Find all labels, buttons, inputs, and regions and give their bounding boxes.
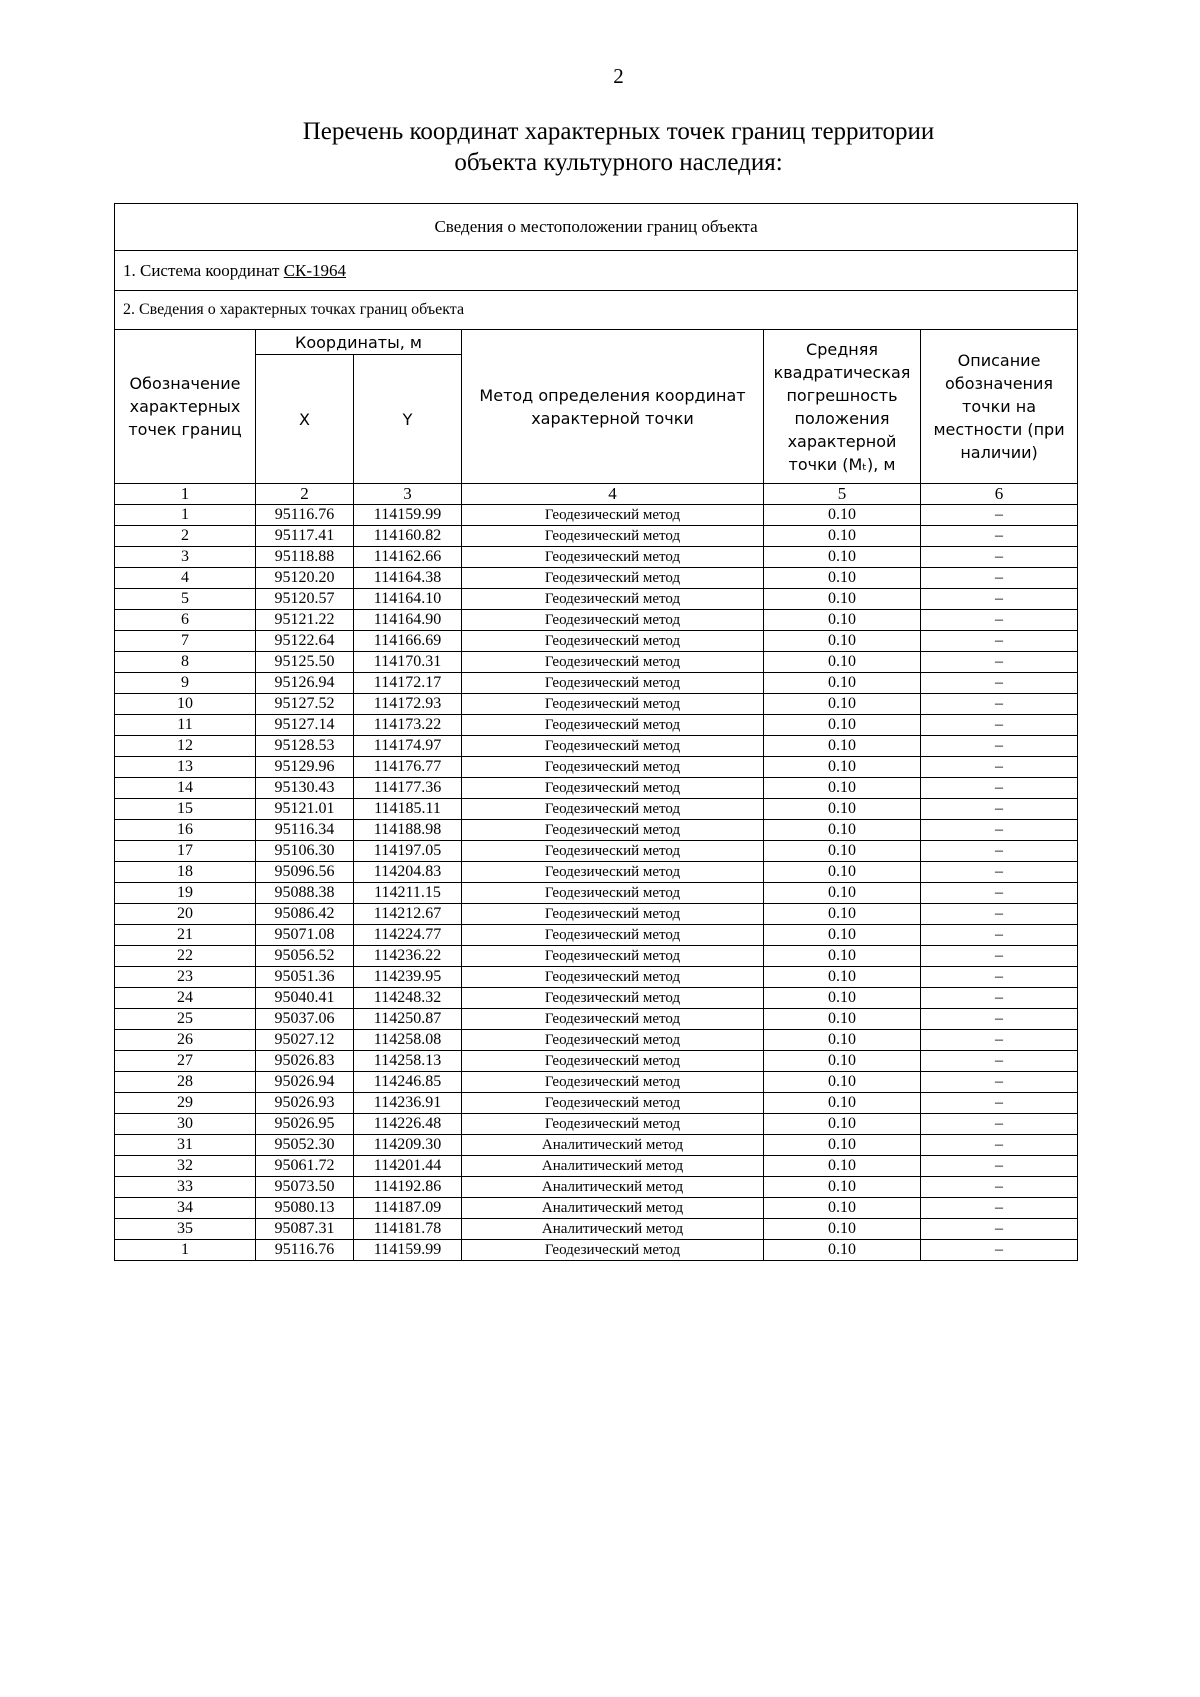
y-coordinate-cell: 114224.77 <box>354 925 462 946</box>
x-coordinate-cell: 95026.95 <box>256 1114 354 1135</box>
header-x: X <box>256 355 354 484</box>
error-cell: 0.10 <box>764 1135 921 1156</box>
point-number-cell: 5 <box>115 589 256 610</box>
x-coordinate-cell: 95080.13 <box>256 1198 354 1219</box>
error-cell: 0.10 <box>764 1219 921 1240</box>
error-cell: 0.10 <box>764 568 921 589</box>
table-row <box>115 1072 1078 1093</box>
method-cell: Геодезический метод <box>462 1072 764 1093</box>
table-row <box>115 841 1078 862</box>
column-number: 4 <box>462 484 764 505</box>
y-coordinate-cell: 114172.17 <box>354 673 462 694</box>
point-number-cell: 2 <box>115 526 256 547</box>
description-cell: – <box>921 1093 1078 1114</box>
table-row <box>115 820 1078 841</box>
x-coordinate-cell: 95026.94 <box>256 1072 354 1093</box>
method-cell: Аналитический метод <box>462 1177 764 1198</box>
header-row-1 <box>115 330 1078 355</box>
error-cell: 0.10 <box>764 715 921 736</box>
x-coordinate-cell: 95086.42 <box>256 904 354 925</box>
point-number-cell: 20 <box>115 904 256 925</box>
y-coordinate-cell: 114159.99 <box>354 1240 462 1261</box>
method-cell: Геодезический метод <box>462 736 764 757</box>
point-number-cell: 31 <box>115 1135 256 1156</box>
error-cell: 0.10 <box>764 820 921 841</box>
x-coordinate-cell: 95129.96 <box>256 757 354 778</box>
point-number-cell: 21 <box>115 925 256 946</box>
x-coordinate-cell: 95026.83 <box>256 1051 354 1072</box>
coord-system-row <box>115 251 1078 291</box>
point-number-cell: 7 <box>115 631 256 652</box>
y-coordinate-cell: 114188.98 <box>354 820 462 841</box>
method-cell: Геодезический метод <box>462 799 764 820</box>
point-number-cell: 6 <box>115 610 256 631</box>
description-cell: – <box>921 988 1078 1009</box>
description-cell: – <box>921 799 1078 820</box>
x-coordinate-cell: 95061.72 <box>256 1156 354 1177</box>
error-cell: 0.10 <box>764 652 921 673</box>
point-number-cell: 30 <box>115 1114 256 1135</box>
point-number-cell: 29 <box>115 1093 256 1114</box>
y-coordinate-cell: 114164.10 <box>354 589 462 610</box>
method-cell: Геодезический метод <box>462 988 764 1009</box>
x-coordinate-cell: 95121.22 <box>256 610 354 631</box>
y-coordinate-cell: 114164.90 <box>354 610 462 631</box>
table-row <box>115 715 1078 736</box>
table-row <box>115 988 1078 1009</box>
error-cell: 0.10 <box>764 1030 921 1051</box>
error-cell: 0.10 <box>764 1072 921 1093</box>
description-cell: – <box>921 841 1078 862</box>
y-coordinate-cell: 114201.44 <box>354 1156 462 1177</box>
x-coordinate-cell: 95027.12 <box>256 1030 354 1051</box>
method-cell: Геодезический метод <box>462 631 764 652</box>
description-cell: – <box>921 1219 1078 1240</box>
table-row <box>115 1240 1078 1261</box>
description-cell: – <box>921 1240 1078 1261</box>
point-number-cell: 34 <box>115 1198 256 1219</box>
point-number-cell: 18 <box>115 862 256 883</box>
method-cell: Аналитический метод <box>462 1135 764 1156</box>
error-cell: 0.10 <box>764 526 921 547</box>
x-coordinate-cell: 95116.34 <box>256 820 354 841</box>
description-cell: – <box>921 673 1078 694</box>
x-coordinate-cell: 95117.41 <box>256 526 354 547</box>
point-number-cell: 1 <box>115 505 256 526</box>
description-cell: – <box>921 1177 1078 1198</box>
x-coordinate-cell: 95096.56 <box>256 862 354 883</box>
description-cell: – <box>921 1030 1078 1051</box>
x-coordinate-cell: 95128.53 <box>256 736 354 757</box>
table-row <box>115 1030 1078 1051</box>
header-error: Средняя квадратическая погрешность положения характерной точки (Mₜ), м <box>764 330 921 484</box>
method-cell: Геодезический метод <box>462 883 764 904</box>
x-coordinate-cell: 95088.38 <box>256 883 354 904</box>
method-cell: Геодезический метод <box>462 547 764 568</box>
error-cell: 0.10 <box>764 505 921 526</box>
error-cell: 0.10 <box>764 946 921 967</box>
point-number-cell: 19 <box>115 883 256 904</box>
x-coordinate-cell: 95106.30 <box>256 841 354 862</box>
error-cell: 0.10 <box>764 1177 921 1198</box>
description-cell: – <box>921 526 1078 547</box>
method-cell: Геодезический метод <box>462 568 764 589</box>
y-coordinate-cell: 114164.38 <box>354 568 462 589</box>
description-cell: – <box>921 547 1078 568</box>
table-row <box>115 1051 1078 1072</box>
method-cell: Геодезический метод <box>462 925 764 946</box>
method-cell: Геодезический метод <box>462 673 764 694</box>
description-cell: – <box>921 946 1078 967</box>
y-coordinate-cell: 114236.91 <box>354 1093 462 1114</box>
table-row <box>115 1114 1078 1135</box>
column-number: 5 <box>764 484 921 505</box>
title-line-1: Перечень координат характерных точек границ территории <box>302 118 935 145</box>
x-coordinate-cell: 95118.88 <box>256 547 354 568</box>
y-coordinate-cell: 114187.09 <box>354 1198 462 1219</box>
method-cell: Аналитический метод <box>462 1219 764 1240</box>
y-coordinate-cell: 114212.67 <box>354 904 462 925</box>
table-row <box>115 757 1078 778</box>
method-cell: Геодезический метод <box>462 1030 764 1051</box>
y-coordinate-cell: 114181.78 <box>354 1219 462 1240</box>
description-cell: – <box>921 589 1078 610</box>
y-coordinate-cell: 114204.83 <box>354 862 462 883</box>
x-coordinate-cell: 95127.14 <box>256 715 354 736</box>
x-coordinate-cell: 95073.50 <box>256 1177 354 1198</box>
description-cell: – <box>921 652 1078 673</box>
table-row <box>115 505 1078 526</box>
x-coordinate-cell: 95116.76 <box>256 1240 354 1261</box>
error-cell: 0.10 <box>764 778 921 799</box>
method-cell: Аналитический метод <box>462 1156 764 1177</box>
y-coordinate-cell: 114176.77 <box>354 757 462 778</box>
x-coordinate-cell: 95127.52 <box>256 694 354 715</box>
error-cell: 0.10 <box>764 967 921 988</box>
method-cell: Аналитический метод <box>462 1198 764 1219</box>
table-row <box>115 862 1078 883</box>
method-cell: Геодезический метод <box>462 967 764 988</box>
x-coordinate-cell: 95120.20 <box>256 568 354 589</box>
method-cell: Геодезический метод <box>462 778 764 799</box>
x-coordinate-cell: 95037.06 <box>256 1009 354 1030</box>
description-cell: – <box>921 862 1078 883</box>
description-cell: – <box>921 925 1078 946</box>
error-cell: 0.10 <box>764 1093 921 1114</box>
header-description: Описание обозначения точки на местности (при наличии) <box>921 330 1078 484</box>
section-title: Сведения о местоположении границ объекта <box>115 204 1078 251</box>
description-cell: – <box>921 1072 1078 1093</box>
column-number: 6 <box>921 484 1078 505</box>
header-coords: Координаты, м <box>256 330 462 355</box>
y-coordinate-cell: 114172.93 <box>354 694 462 715</box>
table-row <box>115 1093 1078 1114</box>
error-cell: 0.10 <box>764 631 921 652</box>
point-number-cell: 10 <box>115 694 256 715</box>
point-number-cell: 23 <box>115 967 256 988</box>
description-cell: – <box>921 694 1078 715</box>
y-coordinate-cell: 114174.97 <box>354 736 462 757</box>
point-number-cell: 15 <box>115 799 256 820</box>
y-coordinate-cell: 114258.08 <box>354 1030 462 1051</box>
method-cell: Геодезический метод <box>462 904 764 925</box>
x-coordinate-cell: 95120.57 <box>256 589 354 610</box>
page-number: 2 <box>613 64 624 88</box>
x-coordinate-cell: 95087.31 <box>256 1219 354 1240</box>
table-row <box>115 904 1078 925</box>
error-cell: 0.10 <box>764 883 921 904</box>
y-coordinate-cell: 114258.13 <box>354 1051 462 1072</box>
table-row <box>115 652 1078 673</box>
y-coordinate-cell: 114185.11 <box>354 799 462 820</box>
method-cell: Геодезический метод <box>462 715 764 736</box>
description-cell: – <box>921 1051 1078 1072</box>
table-row <box>115 589 1078 610</box>
points-section-title: 2. Сведения о характерных точках границ объекта <box>115 291 1078 330</box>
x-coordinate-cell: 95026.93 <box>256 1093 354 1114</box>
description-cell: – <box>921 778 1078 799</box>
error-cell: 0.10 <box>764 988 921 1009</box>
y-coordinate-cell: 114211.15 <box>354 883 462 904</box>
description-cell: – <box>921 736 1078 757</box>
x-coordinate-cell: 95056.52 <box>256 946 354 967</box>
point-number-cell: 17 <box>115 841 256 862</box>
coord-system-name: СК-1964 <box>283 260 347 280</box>
method-cell: Геодезический метод <box>462 694 764 715</box>
coord-system <box>115 251 1078 291</box>
description-cell: – <box>921 904 1078 925</box>
table-row <box>115 673 1078 694</box>
table-row <box>115 1135 1078 1156</box>
y-coordinate-cell: 114209.30 <box>354 1135 462 1156</box>
point-number-cell: 25 <box>115 1009 256 1030</box>
point-number-cell: 4 <box>115 568 256 589</box>
y-coordinate-cell: 114192.86 <box>354 1177 462 1198</box>
y-coordinate-cell: 114166.69 <box>354 631 462 652</box>
x-coordinate-cell: 95126.94 <box>256 673 354 694</box>
method-cell: Геодезический метод <box>462 526 764 547</box>
table-row <box>115 1219 1078 1240</box>
y-coordinate-cell: 114170.31 <box>354 652 462 673</box>
description-cell: – <box>921 820 1078 841</box>
y-coordinate-cell: 114226.48 <box>354 1114 462 1135</box>
point-number-cell: 33 <box>115 1177 256 1198</box>
table-row <box>115 967 1078 988</box>
method-cell: Геодезический метод <box>462 589 764 610</box>
table-row <box>115 925 1078 946</box>
error-cell: 0.10 <box>764 1009 921 1030</box>
point-number-cell: 27 <box>115 1051 256 1072</box>
y-coordinate-cell: 114173.22 <box>354 715 462 736</box>
y-coordinate-cell: 114239.95 <box>354 967 462 988</box>
description-cell: – <box>921 883 1078 904</box>
method-cell: Геодезический метод <box>462 841 764 862</box>
point-number-cell: 28 <box>115 1072 256 1093</box>
point-number-cell: 22 <box>115 946 256 967</box>
description-cell: – <box>921 1198 1078 1219</box>
table-row <box>115 526 1078 547</box>
x-coordinate-cell: 95125.50 <box>256 652 354 673</box>
description-cell: – <box>921 1114 1078 1135</box>
y-coordinate-cell: 114248.32 <box>354 988 462 1009</box>
table-row <box>115 883 1078 904</box>
error-cell: 0.10 <box>764 694 921 715</box>
x-coordinate-cell: 95116.76 <box>256 505 354 526</box>
description-cell: – <box>921 757 1078 778</box>
point-number-cell: 12 <box>115 736 256 757</box>
method-cell: Геодезический метод <box>462 820 764 841</box>
y-coordinate-cell: 114197.05 <box>354 841 462 862</box>
description-cell: – <box>921 610 1078 631</box>
y-coordinate-cell: 114160.82 <box>354 526 462 547</box>
table-row <box>115 547 1078 568</box>
point-number-cell: 8 <box>115 652 256 673</box>
point-number-cell: 35 <box>115 1219 256 1240</box>
column-numbers-row <box>115 484 1078 505</box>
table-row <box>115 778 1078 799</box>
description-cell: – <box>921 1135 1078 1156</box>
method-cell: Геодезический метод <box>462 505 764 526</box>
error-cell: 0.10 <box>764 1114 921 1135</box>
point-number-cell: 1 <box>115 1240 256 1261</box>
y-coordinate-cell: 114246.85 <box>354 1072 462 1093</box>
section-title-row <box>115 204 1078 251</box>
page-title <box>0 116 1200 178</box>
error-cell: 0.10 <box>764 1156 921 1177</box>
method-cell: Геодезический метод <box>462 1093 764 1114</box>
table-row <box>115 631 1078 652</box>
y-coordinate-cell: 114250.87 <box>354 1009 462 1030</box>
error-cell: 0.10 <box>764 736 921 757</box>
y-coordinate-cell: 114177.36 <box>354 778 462 799</box>
x-coordinate-cell: 95040.41 <box>256 988 354 1009</box>
column-number: 2 <box>256 484 354 505</box>
point-number-cell: 11 <box>115 715 256 736</box>
point-number-cell: 3 <box>115 547 256 568</box>
header-y: Y <box>354 355 462 484</box>
method-cell: Геодезический метод <box>462 757 764 778</box>
header-point: Обозначение характерных точек границ <box>115 330 256 484</box>
error-cell: 0.10 <box>764 757 921 778</box>
x-coordinate-cell: 95130.43 <box>256 778 354 799</box>
method-cell: Геодезический метод <box>462 1009 764 1030</box>
header-method: Метод определения координат характерной точки <box>462 330 764 484</box>
point-number-cell: 26 <box>115 1030 256 1051</box>
table-row <box>115 568 1078 589</box>
y-coordinate-cell: 114159.99 <box>354 505 462 526</box>
table-row <box>115 946 1078 967</box>
point-number-cell: 13 <box>115 757 256 778</box>
table-row <box>115 799 1078 820</box>
method-cell: Геодезический метод <box>462 862 764 883</box>
x-coordinate-cell: 95051.36 <box>256 967 354 988</box>
point-number-cell: 32 <box>115 1156 256 1177</box>
x-coordinate-cell: 95122.64 <box>256 631 354 652</box>
method-cell: Геодезический метод <box>462 1240 764 1261</box>
x-coordinate-cell: 95071.08 <box>256 925 354 946</box>
description-cell: – <box>921 1156 1078 1177</box>
error-cell: 0.10 <box>764 589 921 610</box>
table-row <box>115 610 1078 631</box>
method-cell: Геодезический метод <box>462 610 764 631</box>
column-number: 3 <box>354 484 462 505</box>
point-number-cell: 14 <box>115 778 256 799</box>
column-number: 1 <box>115 484 256 505</box>
error-cell: 0.10 <box>764 1051 921 1072</box>
y-coordinate-cell: 114162.66 <box>354 547 462 568</box>
table-row <box>115 694 1078 715</box>
error-cell: 0.10 <box>764 904 921 925</box>
y-coordinate-cell: 114236.22 <box>354 946 462 967</box>
description-cell: – <box>921 1009 1078 1030</box>
error-cell: 0.10 <box>764 1240 921 1261</box>
table-row <box>115 1198 1078 1219</box>
x-coordinate-cell: 95121.01 <box>256 799 354 820</box>
point-number-cell: 16 <box>115 820 256 841</box>
error-cell: 0.10 <box>764 610 921 631</box>
error-cell: 0.10 <box>764 925 921 946</box>
error-cell: 0.10 <box>764 841 921 862</box>
point-number-cell: 24 <box>115 988 256 1009</box>
table-row <box>115 1156 1078 1177</box>
coord-system-label: 1. Система координат <box>123 260 284 280</box>
table-row <box>115 1177 1078 1198</box>
boundary-points-table <box>114 203 1078 1261</box>
x-coordinate-cell: 95052.30 <box>256 1135 354 1156</box>
error-cell: 0.10 <box>764 1198 921 1219</box>
method-cell: Геодезический метод <box>462 652 764 673</box>
method-cell: Геодезический метод <box>462 1051 764 1072</box>
description-cell: – <box>921 505 1078 526</box>
description-cell: – <box>921 715 1078 736</box>
error-cell: 0.10 <box>764 547 921 568</box>
point-number-cell: 9 <box>115 673 256 694</box>
points-section-row <box>115 291 1078 330</box>
error-cell: 0.10 <box>764 862 921 883</box>
description-cell: – <box>921 967 1078 988</box>
error-cell: 0.10 <box>764 673 921 694</box>
method-cell: Геодезический метод <box>462 946 764 967</box>
description-cell: – <box>921 568 1078 589</box>
table-row <box>115 736 1078 757</box>
method-cell: Геодезический метод <box>462 1114 764 1135</box>
description-cell: – <box>921 631 1078 652</box>
title-line-2: объекта культурного наследия: <box>454 149 783 176</box>
table-row <box>115 1009 1078 1030</box>
error-cell: 0.10 <box>764 799 921 820</box>
